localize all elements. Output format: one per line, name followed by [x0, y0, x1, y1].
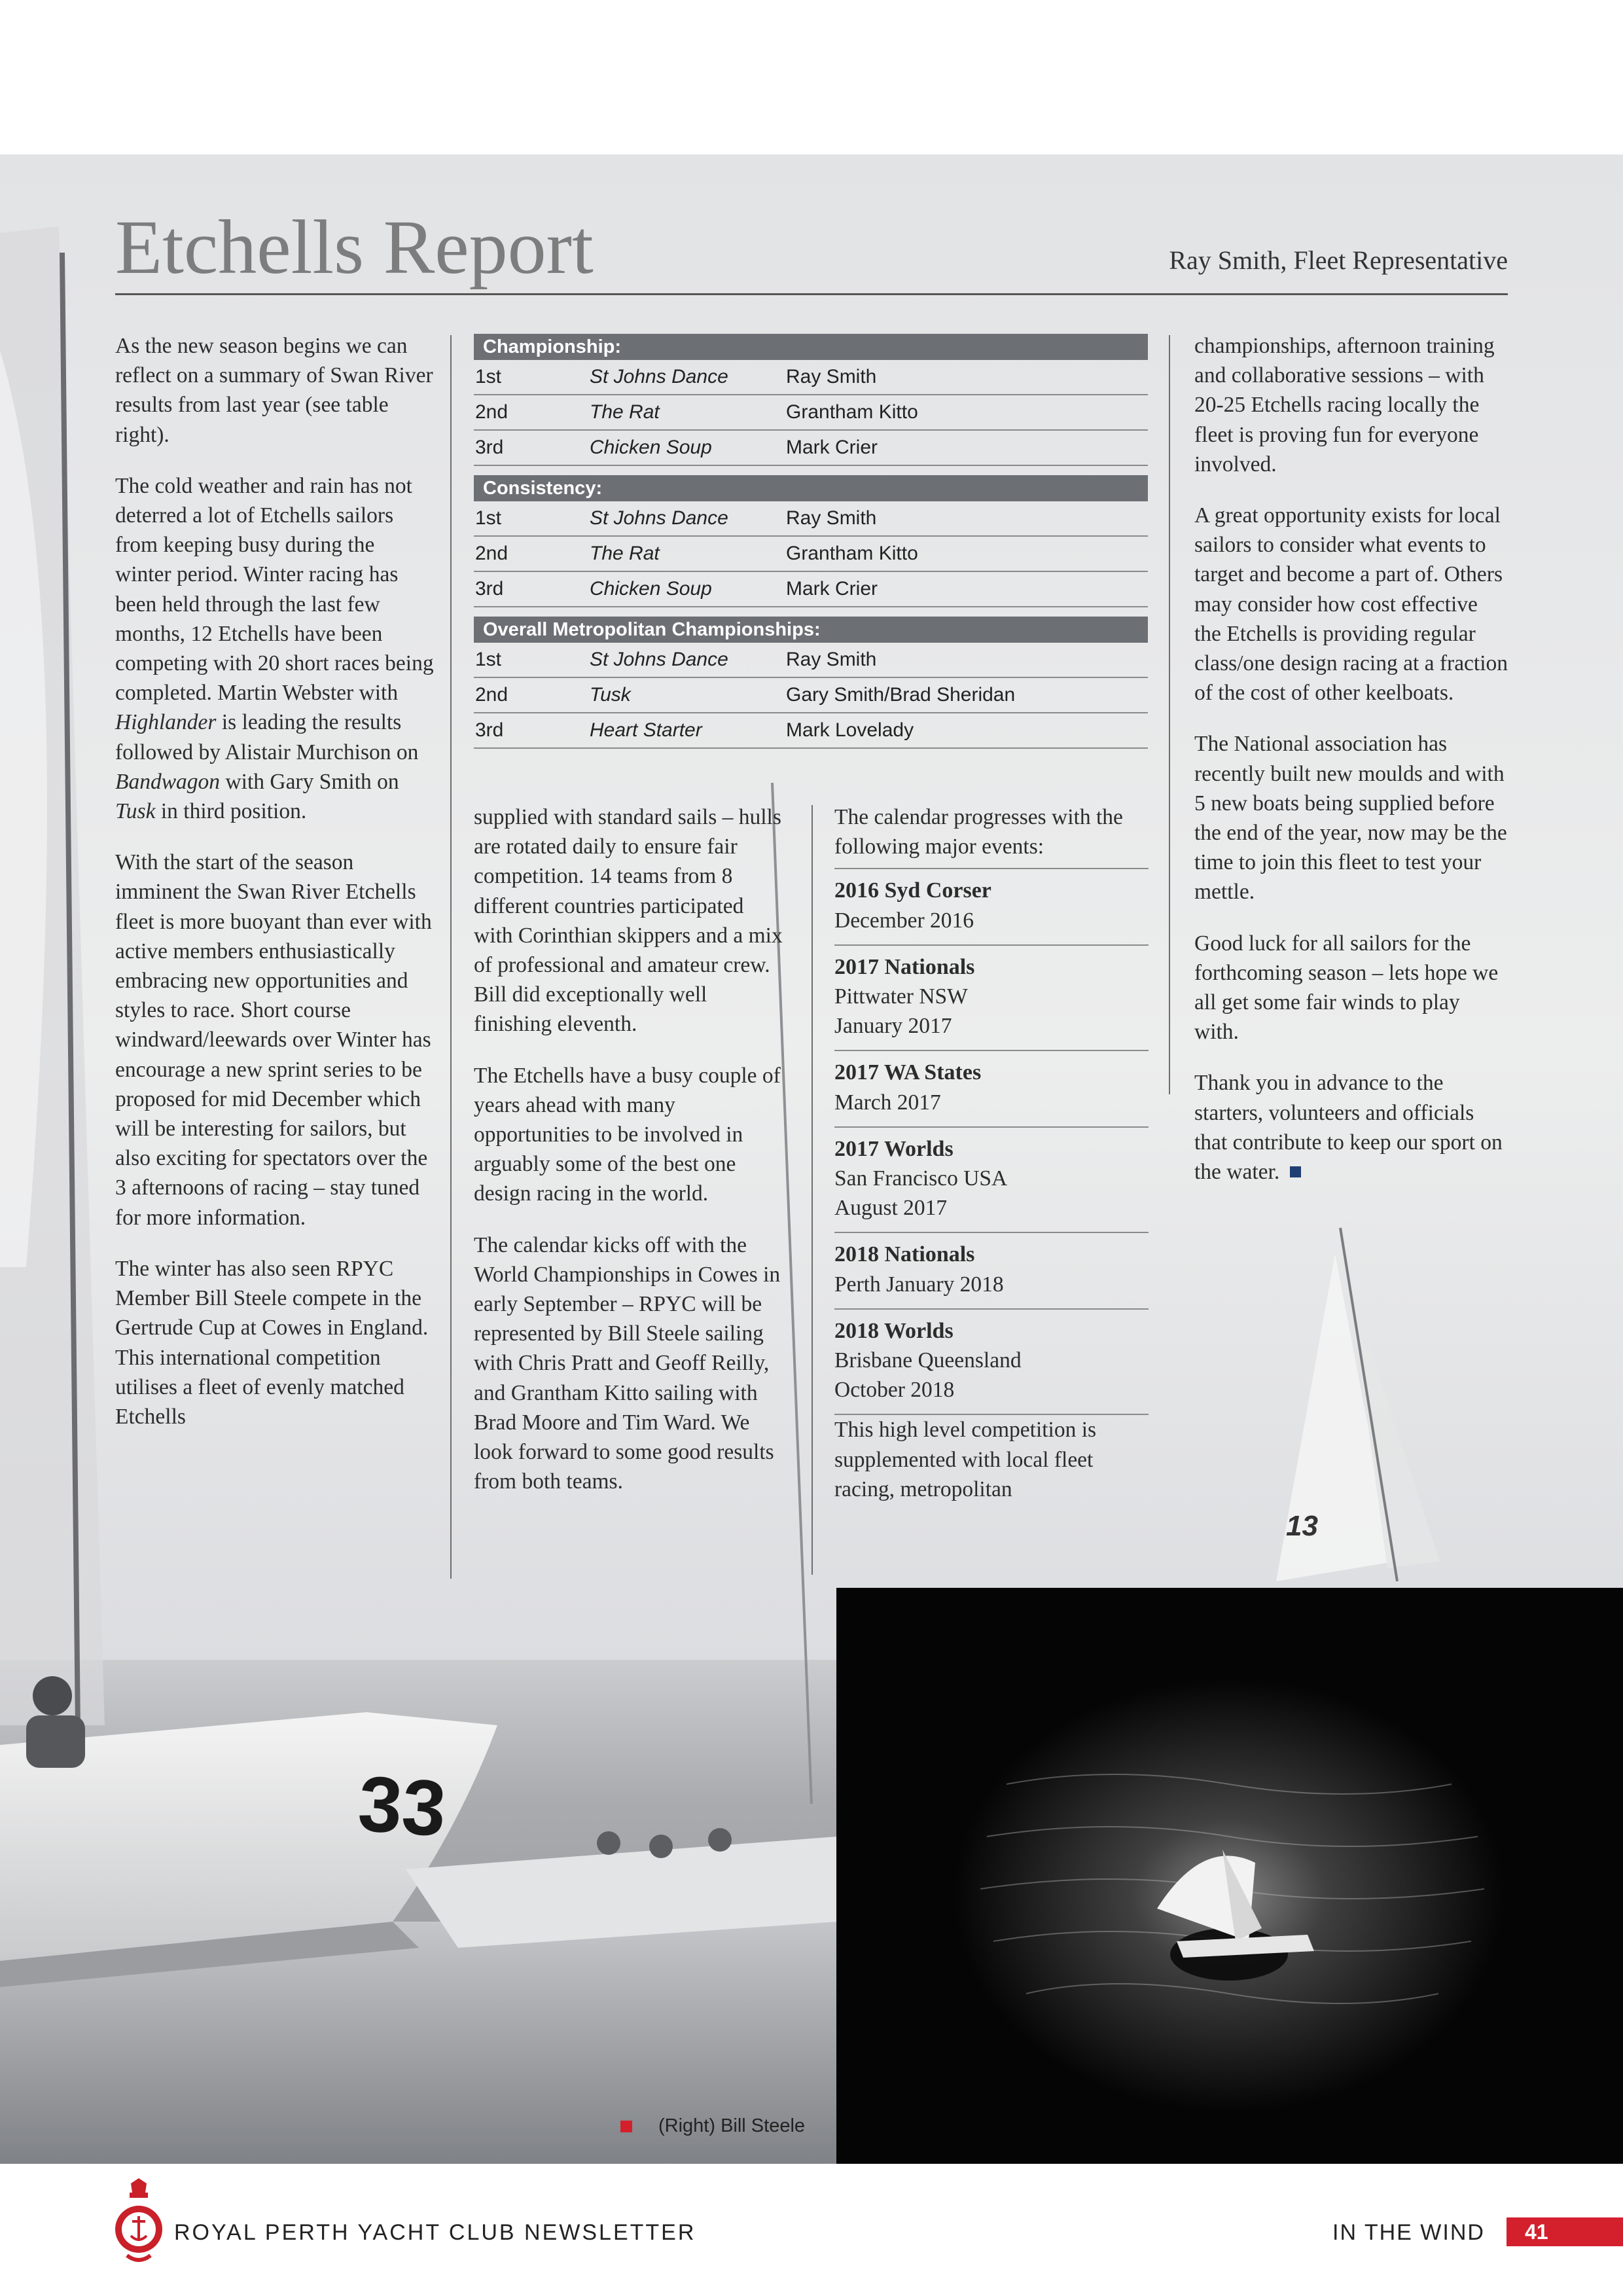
page-title: Etchells Report — [115, 204, 594, 290]
paragraph — [1194, 1068, 1508, 1187]
skipper: Ray Smith — [786, 507, 877, 529]
club-name: ROYAL PERTH YACHT CLUB NEWSLETTER — [174, 2220, 696, 2245]
column-divider — [1169, 335, 1170, 1094]
skipper: Ray Smith — [786, 366, 877, 387]
event-title: 2017 Worlds — [834, 1136, 954, 1161]
place: 2nd — [475, 543, 508, 564]
paragraph: With the start of the season imminent the Swan River Etchells fleet is more buoyant than ever with active members enthusiastically embracing new opportunities and styles to race. Short course windward/leewards over Winter has encourage a new sprint series to be proposed for mid December which will be interesting for sailors, but also exciting for spectators over the 3 afternoons of racing – stay tuned for more information. — [115, 850, 432, 1230]
club-crest-icon — [113, 2178, 165, 2270]
inset-photo — [836, 1588, 1623, 2164]
results-table — [474, 334, 1148, 758]
boat-name: St Johns Dance — [590, 366, 728, 387]
table-row — [474, 572, 1148, 607]
paragraph: A great opportunity exists for local sailors to consider what events to target and become a part of. Others may consider how cost effective the Etchells is providing regular class/one design racing at a fraction of the cost of other keelboats. — [1194, 503, 1508, 706]
results-section-championship — [474, 334, 1148, 466]
event-detail: Pittwater NSW — [834, 984, 968, 1009]
boat-name: Chicken Soup — [590, 578, 712, 600]
section-name: IN THE WIND — [1332, 2220, 1485, 2245]
place: 3rd — [475, 437, 504, 458]
boat-name: Highlander — [115, 710, 217, 735]
skipper: Ray Smith — [786, 649, 877, 670]
skipper: Mark Crier — [786, 578, 878, 600]
place: 2nd — [475, 684, 508, 706]
skipper: Gary Smith/Brad Sheridan — [786, 684, 1016, 706]
table-row — [474, 537, 1148, 572]
photo-caption — [620, 2115, 805, 2137]
event-title: 2017 WA States — [834, 1060, 982, 1085]
place: 1st — [475, 649, 502, 670]
column-divider — [450, 335, 452, 1579]
list-item — [834, 868, 1149, 944]
results-section-consistency — [474, 475, 1148, 607]
article-column-1 — [115, 331, 436, 1453]
boat-name: Chicken Soup — [590, 437, 712, 458]
paragraph: The winter has also seen RPYC Member Bill Steele compete in the Gertrude Cup at Cowes in England. This international competition utilises a fleet of evenly matched Etchells — [115, 1256, 429, 1429]
list-item — [834, 1232, 1149, 1308]
boat-name: Tusk — [590, 684, 631, 706]
place: 1st — [475, 507, 502, 529]
boat-name: Tusk — [115, 799, 156, 824]
article-column-3 — [834, 802, 1149, 1526]
boat-name: St Johns Dance — [590, 507, 728, 529]
section-heading: Championship: — [474, 334, 1148, 360]
text-run: Thank you in advance to the starters, volunteers and officials that contribute to keep our sport on the water. — [1194, 1071, 1503, 1185]
table-row — [474, 360, 1148, 395]
event-title: 2017 Nationals — [834, 954, 975, 979]
event-detail: December 2016 — [834, 908, 974, 933]
list-item — [834, 1126, 1149, 1232]
skipper: Mark Lovelady — [786, 719, 914, 741]
place: 1st — [475, 366, 502, 387]
text-run: is leading the results followed by Alistair Murchison on — [115, 710, 419, 764]
skipper: Mark Crier — [786, 437, 878, 458]
table-row — [474, 713, 1148, 749]
boat-name: Heart Starter — [590, 719, 702, 741]
event-title: 2018 Worlds — [834, 1318, 954, 1343]
end-of-article-icon — [1290, 1166, 1301, 1177]
event-detail: October 2018 — [834, 1378, 955, 1403]
place: 2nd — [475, 401, 508, 423]
paragraph: supplied with standard sails – hulls are rotated daily to ensure fair competition. 14 teams from 8 different countries participated with Corinthian skippers and a mix of professional and amateur crew. Bill did exceptionally well finishing eleventh. — [474, 805, 783, 1037]
page-number: 41 — [1507, 2217, 1623, 2246]
caption-bullet-icon — [620, 2121, 632, 2132]
paragraph: As the new season begins we can reflect on a summary of Swan River results from last year (see table right). — [115, 334, 433, 447]
paragraph: Good luck for all sailors for the forthcoming season – lets hope we all get some fair winds to play with. — [1194, 931, 1499, 1045]
paragraph: The National association has recently built new moulds and with 5 new boats being supplied before the end of the year, now may be the time to join this fleet to test your mettle. — [1194, 732, 1507, 905]
paragraph: championships, afternoon training and collaborative sessions – with 20-25 Etchells racing locally the fleet is proving fun for everyone involved. — [1194, 334, 1495, 476]
events-list — [834, 868, 1149, 1415]
results-section-metropolitan — [474, 617, 1148, 749]
section-heading: Overall Metropolitan Championships: — [474, 617, 1148, 643]
list-item — [834, 1050, 1149, 1126]
event-title: 2016 Syd Corser — [834, 878, 991, 903]
event-detail: San Francisco USA — [834, 1166, 1008, 1191]
column-divider — [812, 805, 813, 1575]
text-run: with Gary Smith on — [220, 769, 399, 794]
event-detail: January 2017 — [834, 1014, 952, 1039]
event-detail: August 2017 — [834, 1196, 948, 1221]
event-detail: Perth January 2018 — [834, 1272, 1004, 1297]
paragraph: The Etchells have a busy couple of years ahead with many opportunities to be involved in arguably some of the best one design racing in the world. — [474, 1063, 781, 1206]
event-detail: March 2017 — [834, 1090, 941, 1115]
list-item — [834, 944, 1149, 1050]
place: 3rd — [475, 719, 504, 741]
skipper: Grantham Kitto — [786, 401, 918, 423]
aerial-yacht-illustration — [836, 1588, 1623, 2164]
place: 3rd — [475, 578, 504, 600]
caption-text: (Right) Bill Steele — [658, 2115, 806, 2136]
sail-number: 13 — [1286, 1510, 1318, 1542]
text-run: in third position. — [155, 799, 307, 824]
title-rule — [115, 293, 1508, 295]
section-heading: Consistency: — [474, 475, 1148, 501]
boat-name: The Rat — [590, 543, 660, 564]
event-detail: Brisbane Queensland — [834, 1348, 1022, 1373]
hull-number: 33 — [355, 1759, 449, 1854]
author-byline: Ray Smith, Fleet Representative — [1169, 245, 1508, 275]
table-row — [474, 643, 1148, 678]
boat-name: St Johns Dance — [590, 649, 728, 670]
article-column-4 — [1194, 331, 1508, 1208]
paragraph: This high level competition is supplemented with local fleet racing, metropolitan — [834, 1418, 1097, 1501]
table-row — [474, 395, 1148, 431]
skipper: Grantham Kitto — [786, 543, 918, 564]
boat-name: Bandwagon — [115, 769, 221, 794]
table-row — [474, 431, 1148, 466]
paragraph: The calendar progresses with the following major events: — [834, 805, 1123, 859]
text-run: The cold weather and rain has not deterred a lot of Etchells sailors from keeping busy during the winter period. Winter racing has been held through the last few months, 12 Etchells have been competing with 20 short races being completed. Martin Webster with — [115, 473, 434, 706]
paragraph — [115, 471, 436, 826]
list-item — [834, 1308, 1149, 1416]
article-column-2 — [474, 802, 788, 1518]
paragraph: The calendar kicks off with the World Championships in Cowes in early September – RPYC will be represented by Bill Steele sailing with Chris Pratt and Geoff Reilly, and Grantham Kitto sailing with Brad Moore and Tim Ward. We look forward to some good results from both teams. — [474, 1232, 781, 1494]
boat-name: The Rat — [590, 401, 660, 423]
table-row — [474, 501, 1148, 537]
table-row — [474, 678, 1148, 713]
event-title: 2018 Nationals — [834, 1242, 975, 1267]
